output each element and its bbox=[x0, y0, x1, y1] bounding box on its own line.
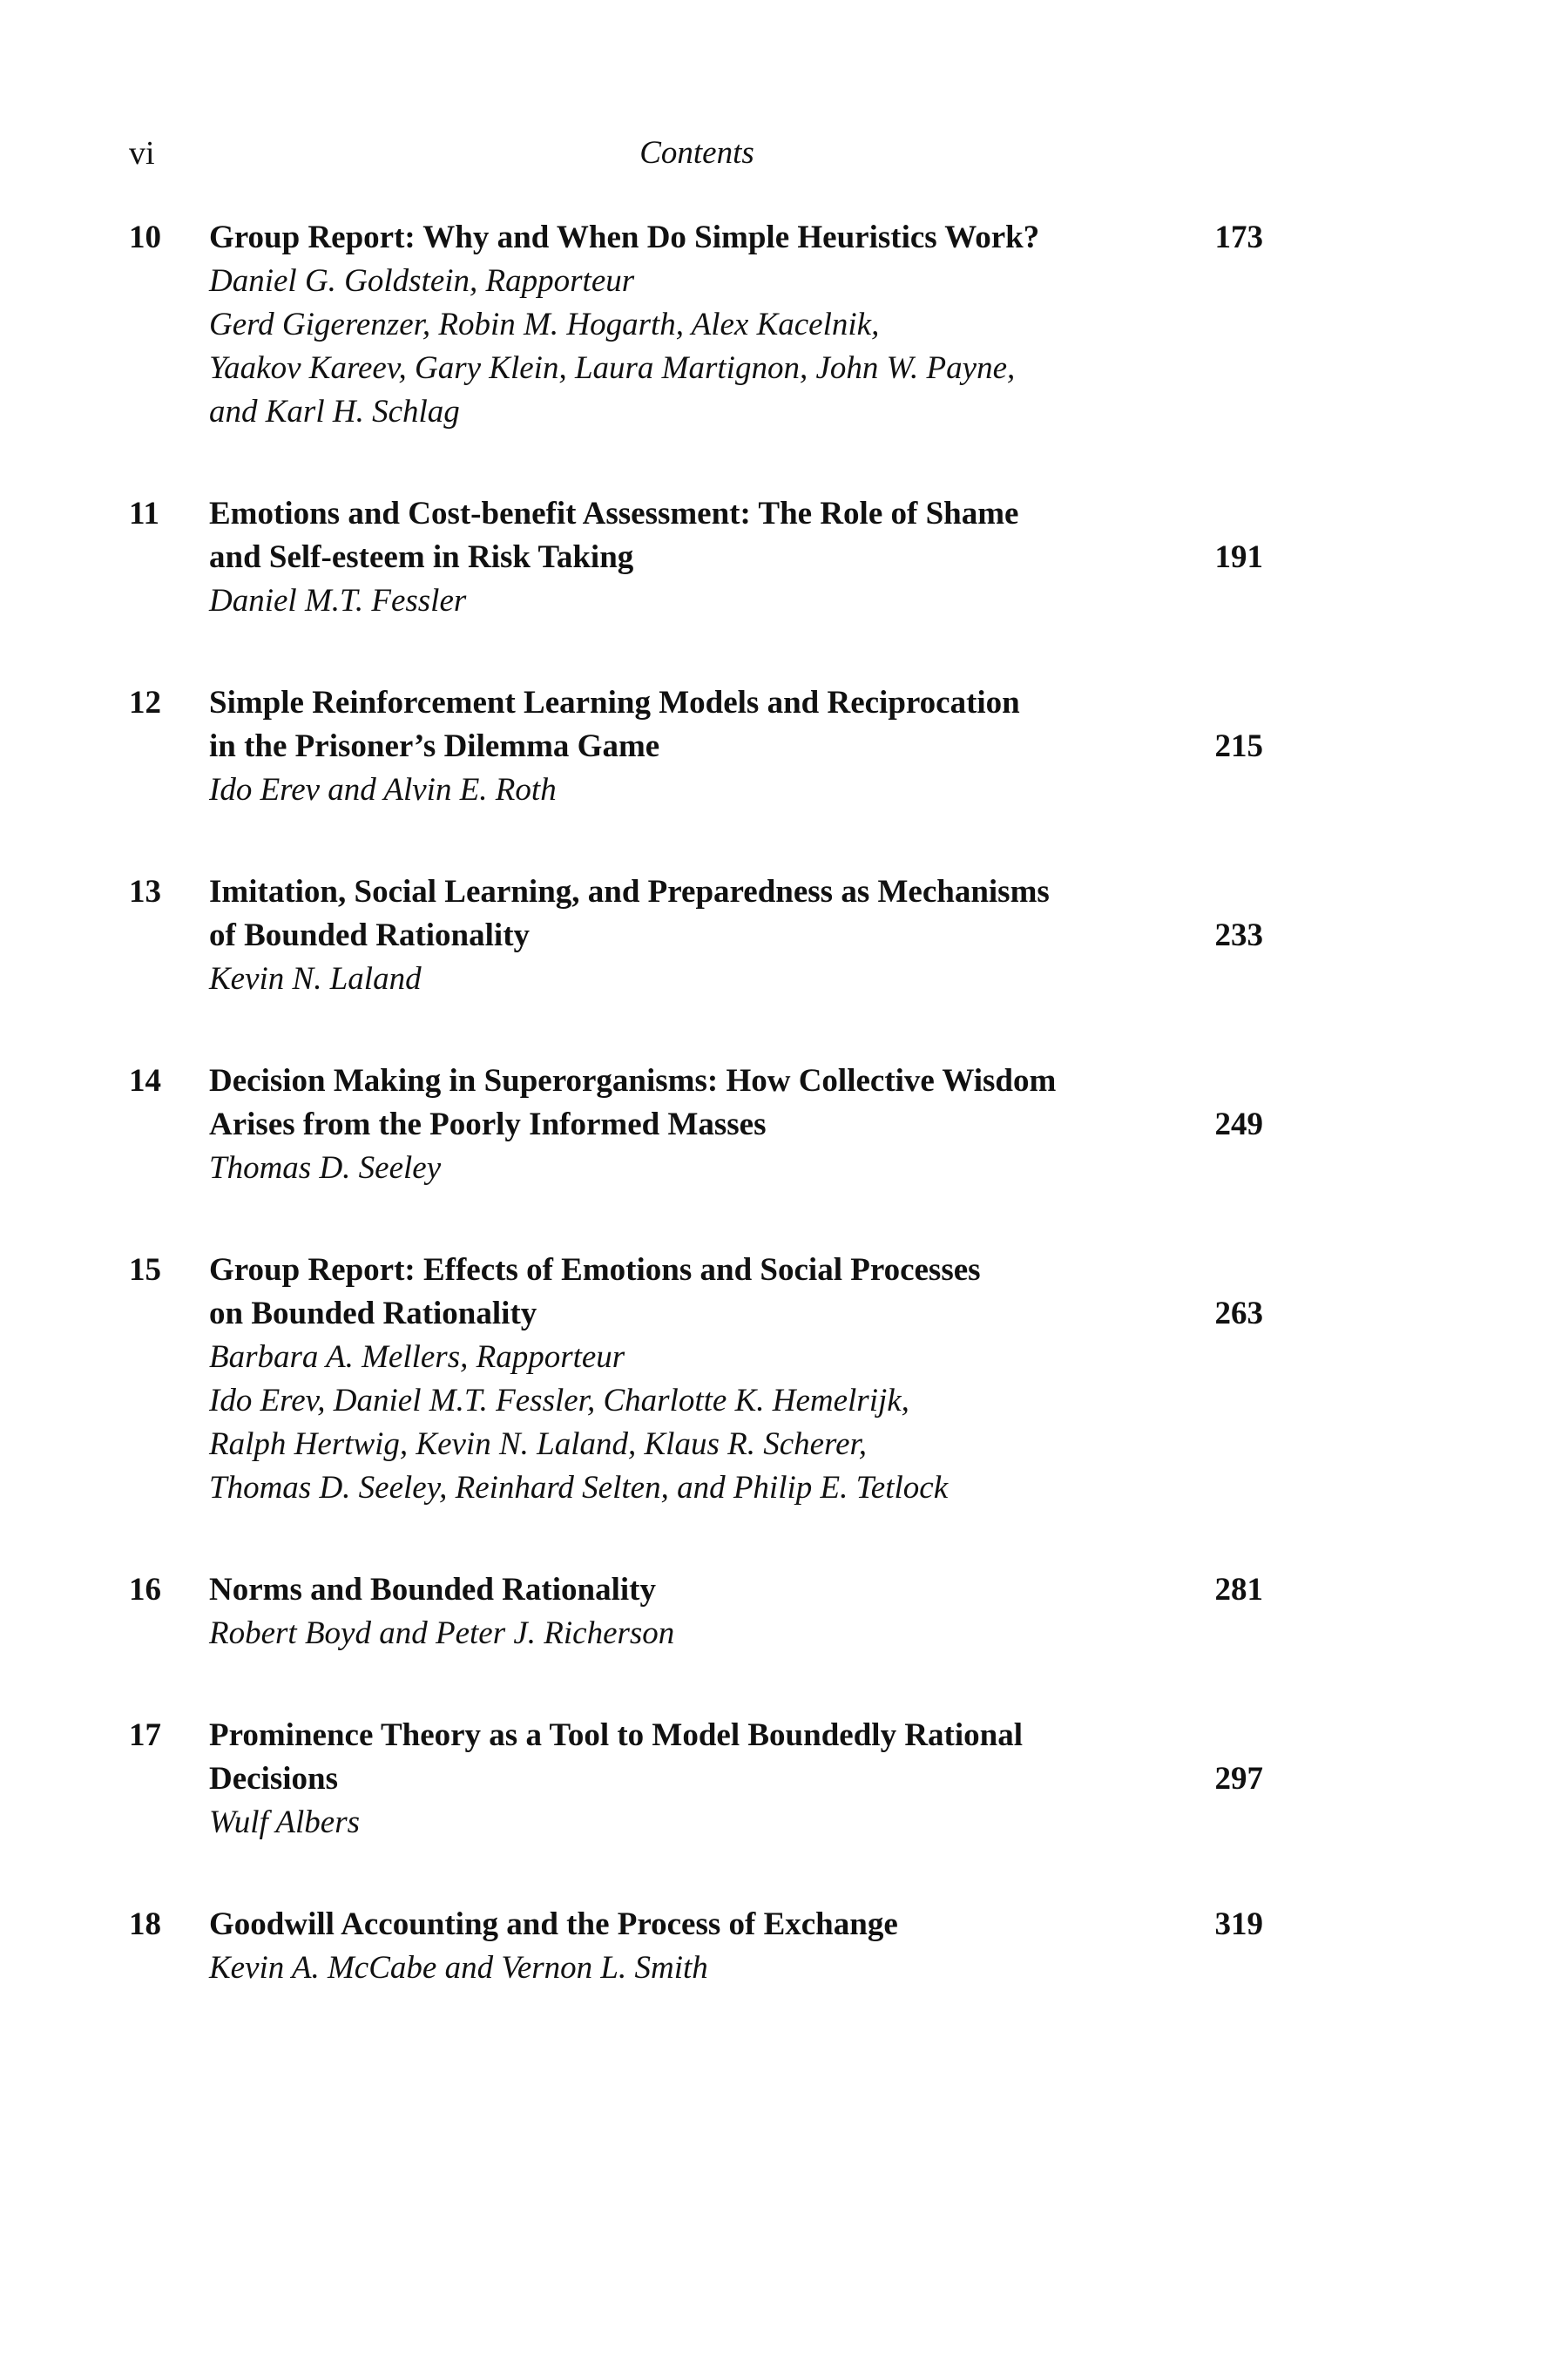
chapter-page-number[interactable]: 191 bbox=[1214, 539, 1263, 575]
chapter-title-line[interactable]: Goodwill Accounting and the Process of Exchange bbox=[209, 1906, 898, 1942]
chapter-title-line[interactable]: Arises from the Poorly Informed Masses bbox=[209, 1107, 767, 1142]
chapter-body bbox=[209, 216, 1220, 434]
chapter-body bbox=[209, 681, 1220, 812]
chapter-author-line: Ido Erev, Daniel M.T. Fessler, Charlotte K. Hemelrijk, bbox=[209, 1383, 909, 1418]
chapter-title-line[interactable]: Decision Making in Superorganisms: How Collective Wisdom bbox=[209, 1063, 1057, 1099]
chapter-number: 11 bbox=[129, 496, 159, 532]
chapter-title-line[interactable]: Decisions bbox=[209, 1761, 338, 1797]
chapter-author-line: Gerd Gigerenzer, Robin M. Hogarth, Alex Kacelnik, bbox=[209, 307, 880, 342]
chapter-author-line: Ralph Hertwig, Kevin N. Laland, Klaus R. Scherer, bbox=[209, 1426, 868, 1462]
chapter-page-number[interactable]: 319 bbox=[1214, 1906, 1263, 1942]
chapter-title-line[interactable]: Simple Reinforcement Learning Models and Reciprocation bbox=[209, 685, 1020, 721]
chapter-title-line[interactable]: Imitation, Social Learning, and Preparedness as Mechanisms bbox=[209, 874, 1050, 910]
chapter-number: 13 bbox=[129, 874, 161, 910]
chapter-body bbox=[209, 1249, 1220, 1510]
chapter-title-line[interactable]: Norms and Bounded Rationality bbox=[209, 1572, 656, 1608]
chapter-page-number[interactable]: 281 bbox=[1214, 1572, 1263, 1608]
chapter-page-number[interactable]: 173 bbox=[1214, 220, 1263, 255]
chapter-author-line: Kevin A. McCabe and Vernon L. Smith bbox=[209, 1950, 708, 1986]
chapter-author-line: Yaakov Kareev, Gary Klein, Laura Martignon, John W. Payne, bbox=[209, 350, 1016, 386]
chapter-author-line: Barbara A. Mellers, Rapporteur bbox=[209, 1339, 625, 1375]
chapter-body bbox=[209, 870, 1220, 1001]
chapter-page-number[interactable]: 297 bbox=[1214, 1761, 1263, 1797]
chapter-number: 14 bbox=[129, 1063, 161, 1099]
chapter-body bbox=[209, 1714, 1220, 1845]
chapter-author-line: Kevin N. Laland bbox=[209, 961, 422, 997]
chapter-title-line[interactable]: in the Prisoner’s Dilemma Game bbox=[209, 728, 660, 764]
chapter-body bbox=[209, 492, 1220, 623]
chapter-number: 12 bbox=[129, 685, 161, 721]
chapter-body bbox=[209, 1903, 1220, 1990]
chapter-title-line[interactable]: and Self-esteem in Risk Taking bbox=[209, 539, 634, 575]
chapter-author-line: Ido Erev and Alvin E. Roth bbox=[209, 772, 557, 808]
chapter-number: 18 bbox=[129, 1906, 161, 1942]
chapter-page-number[interactable]: 233 bbox=[1214, 917, 1263, 953]
chapter-body bbox=[209, 1568, 1220, 1655]
chapter-title-line[interactable]: Group Report: Why and When Do Simple Heuristics Work? bbox=[209, 220, 1040, 255]
chapter-number: 16 bbox=[129, 1572, 161, 1608]
page-header bbox=[0, 129, 1568, 178]
chapter-author-line: Robert Boyd and Peter J. Richerson bbox=[209, 1615, 675, 1651]
chapter-title-line[interactable]: Emotions and Cost-benefit Assessment: The Role of Shame bbox=[209, 496, 1019, 532]
chapter-page-number[interactable]: 215 bbox=[1214, 728, 1263, 764]
running-head: Contents bbox=[639, 135, 754, 171]
chapter-title-line[interactable]: Group Report: Effects of Emotions and Social Processes bbox=[209, 1252, 981, 1288]
chapter-author-line: Wulf Albers bbox=[209, 1804, 361, 1840]
chapter-author-line: Daniel M.T. Fessler bbox=[209, 583, 467, 619]
chapter-body bbox=[209, 1060, 1220, 1190]
chapter-number: 10 bbox=[129, 220, 161, 255]
chapter-author-line: Thomas D. Seeley bbox=[209, 1150, 442, 1186]
chapter-number: 17 bbox=[129, 1717, 161, 1753]
chapter-page-number[interactable]: 263 bbox=[1214, 1296, 1263, 1331]
chapter-page-number[interactable]: 249 bbox=[1214, 1107, 1263, 1142]
chapter-title-line[interactable]: on Bounded Rationality bbox=[209, 1296, 537, 1331]
page-number: vi bbox=[129, 135, 155, 172]
chapter-title-line[interactable]: Prominence Theory as a Tool to Model Boundedly Rational bbox=[209, 1717, 1023, 1753]
chapter-author-line: Thomas D. Seeley, Reinhard Selten, and Philip E. Tetlock bbox=[209, 1470, 949, 1506]
chapter-number: 15 bbox=[129, 1252, 161, 1288]
chapter-author-line: and Karl H. Schlag bbox=[209, 394, 460, 430]
chapter-author-line: Daniel G. Goldstein, Rapporteur bbox=[209, 263, 635, 299]
chapter-title-line[interactable]: of Bounded Rationality bbox=[209, 917, 531, 953]
